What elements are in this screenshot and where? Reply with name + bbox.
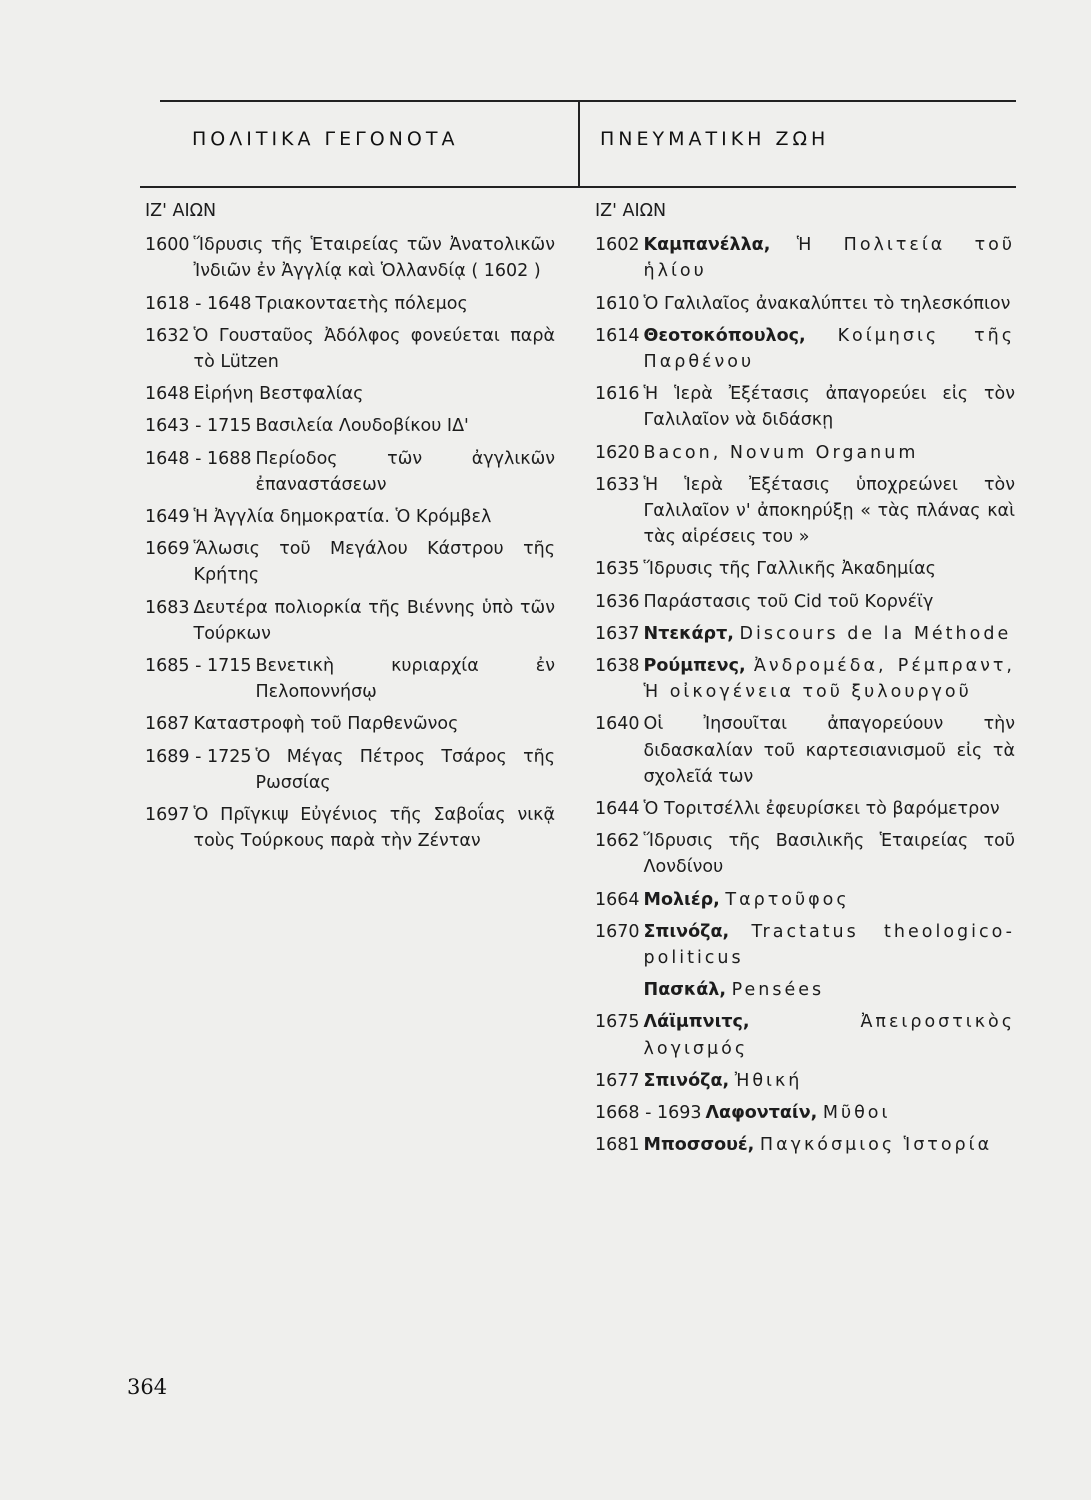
entry-name: Λάϊμπνιτς, xyxy=(643,1012,750,1033)
chronology-entry xyxy=(595,556,1015,582)
entry-text xyxy=(644,919,1015,971)
chronology-entry xyxy=(595,1009,1015,1061)
entry-year: 1600 xyxy=(145,235,190,256)
entry-text xyxy=(644,621,1015,647)
entry-description: Ἡ Πολιτεία τοῦ ἡλίου xyxy=(643,235,1015,282)
chronology-entry xyxy=(595,1068,1015,1094)
entry-year: 1677 xyxy=(595,1070,640,1091)
entry-year: 1648 xyxy=(145,384,190,405)
chronology-entry xyxy=(595,796,1015,822)
entry-year: 1620 xyxy=(595,442,640,463)
entry-description: Tractatus theologico-politicus xyxy=(643,921,1015,969)
entry-year: 1670 xyxy=(595,921,640,942)
entry-name: Ρούμπενς, xyxy=(643,656,746,677)
entry-text xyxy=(194,595,555,647)
entry-text xyxy=(644,232,1015,284)
political-events-column xyxy=(145,198,555,860)
entry-text xyxy=(644,796,1015,822)
entry-text xyxy=(194,536,555,588)
entry-text xyxy=(644,1132,1015,1158)
entry-text xyxy=(256,653,555,705)
entry-text xyxy=(644,589,1015,615)
entry-name: Μποσσουέ, xyxy=(643,1135,755,1156)
entry-description: Βασιλεία Λουδοβίκου ΙΔ' xyxy=(255,416,469,437)
entry-year: 1635 xyxy=(595,559,640,580)
chronology-entry xyxy=(145,323,555,375)
entry-description: Ὁ Γαλιλαῖος ἀνακαλύπτει τὸ τηλεσκόπιον xyxy=(643,293,1011,314)
entry-text xyxy=(644,381,1015,433)
header-rule xyxy=(140,186,1016,188)
entry-description: Κοίμησις τῆς Παρθένου xyxy=(643,325,1015,373)
entry-text xyxy=(644,653,1015,705)
entry-description: Ταρτοῦφος xyxy=(725,889,850,910)
chronology-entry xyxy=(595,887,1015,913)
entry-description: Ἠθική xyxy=(734,1070,803,1091)
chronology-entry xyxy=(595,440,1015,466)
page-number: 364 xyxy=(127,1375,168,1399)
entry-year: 1610 xyxy=(595,293,640,314)
entry-year: 1648 - 1688 xyxy=(145,448,252,469)
chronology-entry xyxy=(145,653,555,705)
century-heading: ΙΖ' ΑΙΩΝ xyxy=(595,201,667,221)
entry-year: 1602 xyxy=(595,235,640,256)
entry-description: Ἡ Ἀγγλία δημοκρατία. Ὁ Κρόμβελ xyxy=(193,507,492,528)
intellectual-life-list xyxy=(595,232,1015,1158)
entry-text xyxy=(256,413,555,439)
entry-description: Ὁ Τοριτσέλλι ἐφευρίσκει τὸ βαρόμετρον xyxy=(643,799,1000,820)
entry-description: Ἡ Ἱερὰ Ἐξέτασις ἀπαγορεύει εἰς τὸν Γαλιλαῖον νὰ διδάσκῃ xyxy=(643,384,1015,431)
entry-year: 1697 xyxy=(145,805,190,826)
chronology-entry xyxy=(145,413,555,439)
entry-year: 1644 xyxy=(595,799,640,820)
entry-description: Περίοδος τῶν ἀγγλικῶν ἐπαναστάσεων xyxy=(255,448,555,495)
chronology-entry xyxy=(595,653,1015,705)
chronology-entry xyxy=(595,621,1015,647)
entry-text xyxy=(644,887,1015,913)
chronology-entry xyxy=(595,323,1015,375)
entry-description: Δευτέρα πολιορκία τῆς Βιέννης ὑπὸ τῶν Τούρκων xyxy=(193,597,555,644)
chronology-entry xyxy=(145,595,555,647)
entry-text xyxy=(644,1009,1015,1061)
entry-text xyxy=(644,828,1015,880)
entry-year: 1687 xyxy=(145,714,190,735)
entry-description: Pensées xyxy=(731,980,825,1001)
entry-description: Ἡ Ἱερὰ Ἐξέτασις ὑποχρεώνει τὸν Γαλιλαῖον ν' ἀποκηρύξῃ « τὰς πλάνας καὶ τὰς αἱρέσεις του » xyxy=(643,474,1015,548)
chronology-entry xyxy=(595,589,1015,615)
chronology-entry xyxy=(595,291,1015,317)
entry-text xyxy=(256,446,555,498)
chronology-entry xyxy=(145,802,555,854)
chronology-entry xyxy=(145,504,555,530)
entry-name: Καμπανέλλα, xyxy=(643,235,771,256)
column-divider xyxy=(578,100,580,186)
entry-year: 1638 xyxy=(595,656,640,677)
entry-year: 1632 xyxy=(145,325,190,346)
entry-text xyxy=(644,323,1015,375)
entry-text xyxy=(256,291,555,317)
entry-description: Bacon, Novum Organum xyxy=(643,442,919,463)
political-events-list xyxy=(145,232,555,854)
entry-year: 1689 - 1725 xyxy=(145,746,252,767)
entry-description: Ἅλωσις τοῦ Μεγάλου Κάστρου τῆς Κρήτης xyxy=(193,539,555,586)
chronology-entry xyxy=(145,381,555,407)
entry-year: 1618 - 1648 xyxy=(145,293,252,314)
chronology-entry xyxy=(595,1100,1015,1126)
chronology-entry xyxy=(595,977,1015,1003)
entry-description: Ὁ Γουσταῦος Ἀδόλφος φονεύεται παρὰ τὸ Lützen xyxy=(193,325,555,373)
entry-text xyxy=(194,504,555,530)
chronology-entry xyxy=(595,919,1015,971)
entry-text xyxy=(194,381,555,407)
chronology-entry xyxy=(145,536,555,588)
entry-text xyxy=(644,711,1015,790)
entry-year: 1636 xyxy=(595,591,640,612)
entry-year: 1668 - 1693 xyxy=(595,1103,702,1124)
entry-description: Discours de la Méthode xyxy=(739,623,1012,644)
entry-year: 1683 xyxy=(145,597,190,618)
entry-text xyxy=(644,1068,1015,1094)
entry-description: Ἀνδρομέδα, Ρέμπραντ, Ἡ οἰκογένεια τοῦ ξυλουργοῦ xyxy=(643,656,1015,703)
entry-year: 1616 xyxy=(595,384,640,405)
entry-text xyxy=(644,977,1015,1003)
left-column-title: ΠΟΛΙΤΙΚΑ ΓΕΓΟΝΟΤΑ xyxy=(192,128,459,150)
chronology-entry xyxy=(145,446,555,498)
chronology-entry xyxy=(595,381,1015,433)
entry-name: Ντεκάρτ, xyxy=(643,623,734,644)
entry-year: 1675 xyxy=(595,1012,640,1033)
entry-text xyxy=(644,440,1015,466)
entry-description: Ἵδρυσις τῆς Γαλλικῆς Ἀκαδημίας xyxy=(643,559,936,580)
entry-description: Ὁ Μέγας Πέτρος Τσάρος τῆς Ρωσσίας xyxy=(255,746,555,793)
entry-text xyxy=(256,744,555,796)
entry-year: 1649 xyxy=(145,507,190,528)
entry-name: Μολιέρ, xyxy=(643,889,720,910)
entry-text xyxy=(194,711,555,737)
entry-text xyxy=(194,802,555,854)
chronology-entry xyxy=(145,711,555,737)
entry-description: Ὁ Πρῖγκιψ Εὐγένιος τῆς Σαβοΐας νικᾷ τοὺς Τούρκους παρὰ τὴν Ζένταν xyxy=(193,805,555,852)
entry-year: 1685 - 1715 xyxy=(145,656,252,677)
entry-year: 1637 xyxy=(595,623,640,644)
entry-text xyxy=(706,1100,1015,1126)
entry-year: 1664 xyxy=(595,889,640,910)
entry-description: Καταστροφὴ τοῦ Παρθενῶνος xyxy=(193,714,459,735)
right-column-title: ΠΝΕΥΜΑΤΙΚΗ ΖΩΗ xyxy=(600,128,830,150)
entry-name: Λαφονταίν, xyxy=(705,1103,818,1124)
entry-description: Οἱ Ἰησουῖται ἀπαγορεύουν τὴν διδασκαλίαν τοῦ καρτεσιανισμοῦ εἰς τὰ σχολεῖά των xyxy=(643,714,1015,787)
entry-description: Ἵδρυσις τῆς Βασιλικῆς Ἑταιρείας τοῦ Λονδίνου xyxy=(643,831,1015,878)
entry-year: 1614 xyxy=(595,325,640,346)
entry-name: Πασκάλ, xyxy=(643,980,727,1001)
entry-year: 1681 xyxy=(595,1135,640,1156)
entry-name: Σπινόζα, xyxy=(643,921,730,942)
chronology-entry xyxy=(595,232,1015,284)
chronology-entry xyxy=(595,1132,1015,1158)
entry-text xyxy=(194,323,555,375)
entry-text xyxy=(644,291,1015,317)
chronology-entry xyxy=(145,744,555,796)
entry-year: 1669 xyxy=(145,539,190,560)
entry-text xyxy=(194,232,555,284)
entry-description: Ἀπειροστικὸς λογισμός xyxy=(643,1012,1015,1059)
century-heading: ΙΖ' ΑΙΩΝ xyxy=(145,201,217,221)
chronology-entry xyxy=(595,711,1015,790)
chronology-entry xyxy=(145,232,555,284)
intellectual-life-column xyxy=(595,198,1015,1165)
entry-description: Παγκόσμιος Ἱστορία xyxy=(759,1135,993,1156)
top-rule xyxy=(160,100,1016,102)
entry-description: Εἰρήνη Βεστφαλίας xyxy=(193,384,364,405)
chronology-entry xyxy=(595,472,1015,551)
entry-description: Βενετικὴ κυριαρχία ἐν Πελοποννήσῳ xyxy=(255,656,555,703)
entry-year: 1640 xyxy=(595,714,640,735)
entry-year: 1662 xyxy=(595,831,640,852)
chronology-entry xyxy=(595,828,1015,880)
chronology-entry xyxy=(145,291,555,317)
entry-description: Παράστασις τοῦ Cid τοῦ Κορνέϊγ xyxy=(643,591,934,612)
entry-name: Θεοτοκόπουλος, xyxy=(643,325,806,346)
entry-name: Σπινόζα, xyxy=(643,1070,730,1091)
entry-text xyxy=(644,472,1015,551)
entry-year: 1633 xyxy=(595,474,640,495)
entry-text xyxy=(644,556,1015,582)
entry-description: Ἵδρυσις τῆς Ἑταιρείας τῶν Ἀνατολικῶν Ἰνδιῶν ἐν Ἀγγλίᾳ καὶ Ὁλλανδίᾳ ( 1602 ) xyxy=(193,235,555,282)
entry-year: 1643 - 1715 xyxy=(145,416,252,437)
entry-description: Μῦθοι xyxy=(822,1103,891,1124)
entry-description: Τριακονταετὴς πόλεμος xyxy=(255,293,468,314)
